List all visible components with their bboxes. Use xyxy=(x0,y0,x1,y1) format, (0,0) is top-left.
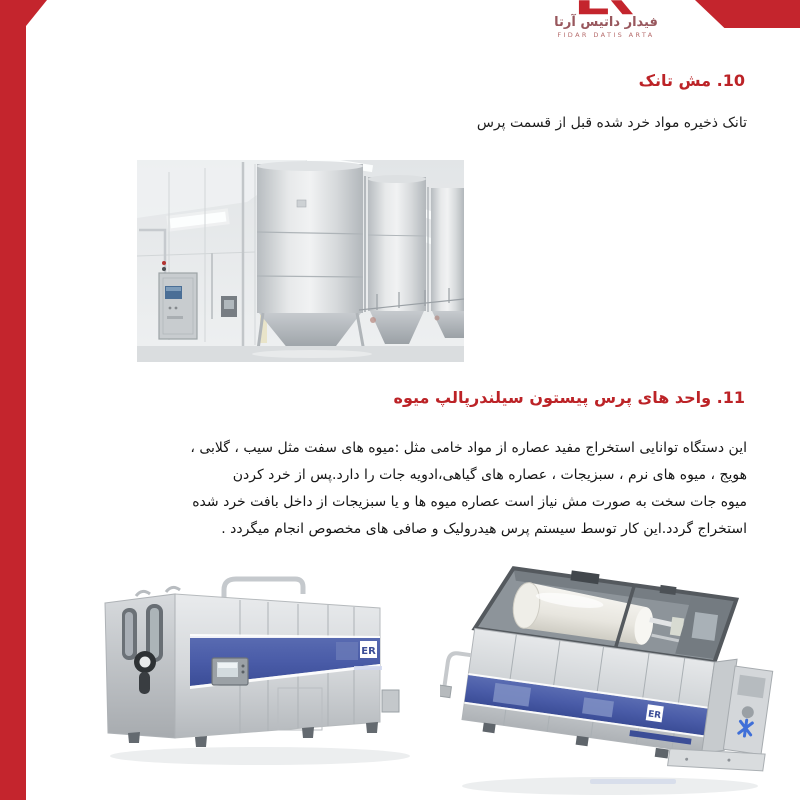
top-right-red-ribbon xyxy=(695,0,800,28)
left-red-bar-notch xyxy=(26,0,47,26)
company-name-en: FIDAR DATIS ARTA xyxy=(557,31,655,39)
machine-logo-text: ER xyxy=(647,709,662,722)
section-11-paragraph xyxy=(91,435,747,543)
section-11-heading: 11. واحد های پرس پیستون سیلندرپالپ میوه xyxy=(393,388,745,407)
company-name-fa: فیدار داتیس آرتا xyxy=(554,15,658,30)
left-red-bar xyxy=(0,0,26,800)
paragraph-line: استخراج گردد.این کار توسط سیستم پرس هیدرولیک و صافی های مخصوص انجام میگردد . xyxy=(221,521,747,537)
company-logo xyxy=(552,0,660,40)
control-screen xyxy=(212,658,248,685)
machine-logo xyxy=(646,704,664,722)
reflection xyxy=(110,747,410,765)
section-10-caption: تانک ذخیره مواد خرد شده قبل از قسمت پرس xyxy=(476,115,747,131)
machine-logo xyxy=(360,641,377,658)
machine-logo-text: ER xyxy=(361,646,376,657)
mesh-tank-photo xyxy=(137,160,464,362)
press-machine-photo-closed xyxy=(90,570,430,770)
wall-panel xyxy=(221,296,237,317)
section-10-heading: 10. مش تانک xyxy=(638,71,745,90)
fidar-logo-icon xyxy=(577,0,635,15)
press-machine-open-body xyxy=(440,554,775,779)
paragraph-line: این دستگاه توانایی استخراج مفید عصاره از مواد خامی مثل :میوه های سفت مثل سیب ، گلابی ، xyxy=(190,440,747,456)
control-cabinet xyxy=(159,261,197,339)
paragraph-line: هویج ، میوه های نرم ، سبزیجات ، عصاره های گیاهی،ادویه جات را دارد.پس از خرد کردن xyxy=(232,467,747,483)
side-unit xyxy=(382,690,399,712)
paragraph-line: میوه جات سخت به صورت مش نیاز است عصاره میوه ها و یا سبزیجات از داخل بافت خرد شده xyxy=(192,494,747,510)
press-machine-photo-open xyxy=(440,552,775,800)
